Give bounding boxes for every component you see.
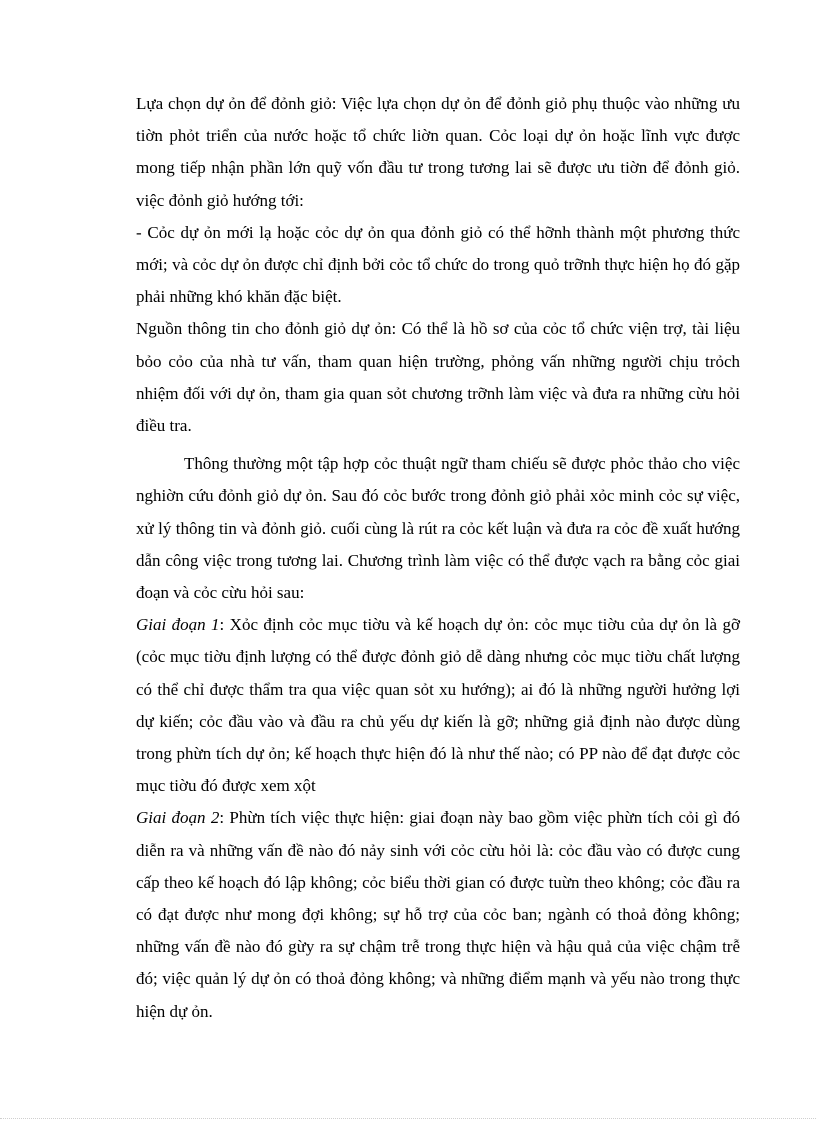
document-body (136, 88, 740, 1028)
paragraph-stage-1 (136, 609, 740, 802)
stage-2-label: Giai đoạn 2 (136, 808, 220, 828)
stage-1-text: : Xỏc định cỏc mục tiờu và kế hoạch dự ỏn: cỏc mục tiờu của dự ỏn là gỡ (cỏc mục tiờu định lượng có thể được đỏnh giỏ dễ dàng nhưng cỏc mục tiờu chất lượng có thể chỉ được thẩm tra qua việc quan sỏt xu hướng); ai đó là những người hưởng lợi dự kiến; cỏc đầu vào và đầu ra chủ yếu dự kiến là gỡ; những giả định nào được dùng trong phừn tích dự ỏn; kế hoạch thực hiện đó là như thế nào; có PP nào để đạt được cỏc mục tiờu đó được xem xột (136, 615, 740, 796)
stage-1-label: Giai đoạn 1 (136, 615, 220, 635)
paragraph-evaluation-procedure: Thông thường một tập hợp cỏc thuật ngữ tham chiếu sẽ được phỏc thảo cho việc nghiờn cứu đỏnh giỏ dự ỏn. Sau đó cỏc bước trong đỏnh giỏ phải xỏc minh cỏc sự việc, xử lý thông tin và đỏnh giỏ. cuối cùng là rút ra cỏc kết luận và đưa ra cỏc đề xuất hướng dẫn công việc trong tương lai. Chương trình làm việc có thể được vạch ra bằng cỏc giai đoạn và cỏc cừu hỏi sau: (136, 454, 740, 603)
paragraph-project-selection: Lựa chọn dự ỏn để đỏnh giỏ: Việc lựa chọn dự ỏn để đỏnh giỏ phụ thuộc vào những ưu tiờn phỏt triển của nước hoặc tổ chức liờn quan. Cỏc loại dự ỏn hoặc lĩnh vực được mong tiếp nhận phần lớn quỹ vốn đầu tư trong tương lai sẽ được ưu tiờn để đỏnh giỏ. việc đỏnh giỏ hướng tới: (136, 94, 740, 210)
paragraph-target-projects: - Cỏc dự ỏn mới lạ hoặc cỏc dự ỏn qua đỏnh giỏ có thể hỡnh thành một phương thức mới; và cỏc dự ỏn được chỉ định bởi cỏc tổ chức do trong quỏ trỡnh thực hiện họ đó gặp phải những khó khăn đặc biệt. (136, 222, 740, 307)
paragraph-stage-2 (136, 802, 740, 1027)
stage-2-text: : Phừn tích việc thực hiện: giai đoạn này bao gồm việc phừn tích cỏi gì đó diễn ra và những vấn đề nào đó nảy sinh với cỏc cừu hỏi là: cỏc đầu vào có được cung cấp theo kế hoạch đó lập không; cỏc biểu thời gian có được tuừn theo không; cỏc đầu ra có đạt được như mong đợi không; sự hỗ trợ của cỏc ban; ngành có thoả đỏng không; những vấn đề nào đó gừy ra sự chậm trễ trong thực hiện và hậu quả của việc chậm trễ đó; việc quản lý dự ỏn có thoả đỏng không; và những điểm mạnh và yếu nào trong thực hiện dự ỏn. (136, 808, 740, 1021)
paragraph-information-sources: Nguồn thông tin cho đỏnh giỏ dự ỏn: Có thể là hồ sơ của cỏc tổ chức viện trợ, tài liệu bỏo cỏo của nhà tư vấn, tham quan hiện trường, phỏng vấn những người chịu trỏch nhiệm đối với dự ỏn, tham gia quan sỏt chương trỡnh làm việc và đưa ra những cừu hỏi điều tra. (136, 319, 740, 436)
page-bottom-divider (0, 1118, 816, 1119)
